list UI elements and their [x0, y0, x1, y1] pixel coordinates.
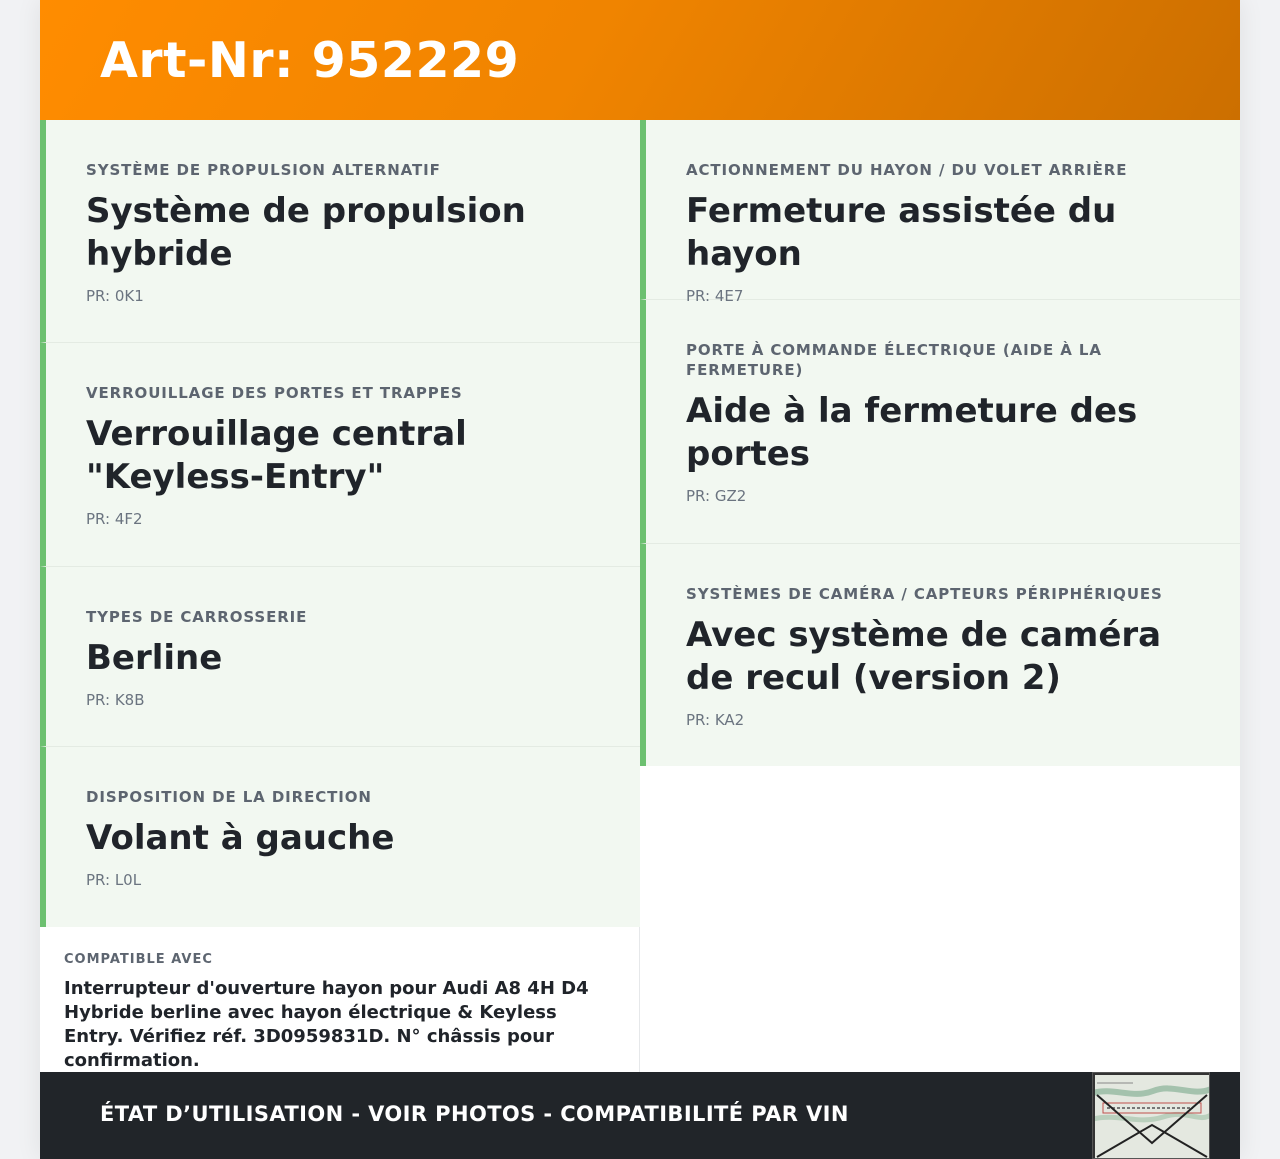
- feature-card-propulsion: [40, 120, 640, 343]
- feature-card-camera: [640, 544, 1240, 766]
- article-number-title: Art-Nr: 952229: [100, 31, 520, 89]
- feature-pr-code: PR: GZ2: [686, 487, 747, 505]
- feature-value: Verrouillage central "Keyless-Entry": [86, 414, 467, 497]
- compatibility-label: COMPATIBLE AVEC: [64, 952, 213, 967]
- header-banner: [40, 0, 1240, 120]
- document-stamp-icon: [1092, 1072, 1210, 1159]
- feature-label: PORTE À COMMANDE ÉLECTRIQUE (AIDE À LA FERMETURE): [686, 341, 1102, 379]
- feature-value: Volant à gauche: [86, 818, 395, 858]
- feature-pr-code: PR: L0L: [86, 871, 142, 889]
- feature-value: Berline: [86, 638, 223, 678]
- feature-label: DISPOSITION DE LA DIRECTION: [86, 788, 372, 806]
- feature-card-body-type: [40, 567, 640, 747]
- feature-card-tailgate: [640, 120, 1240, 305]
- feature-value: Aide à la fermeture des portes: [686, 391, 1138, 474]
- feature-card-locking: [40, 343, 640, 567]
- feature-value: Fermeture assistée du hayon: [686, 191, 1117, 274]
- feature-label: SYSTÈME DE PROPULSION ALTERNATIF: [86, 161, 441, 179]
- left-column: [40, 120, 640, 927]
- right-column: [640, 120, 1240, 766]
- feature-value: Avec système de caméra de recul (version 2): [686, 615, 1162, 698]
- feature-pr-code: PR: 0K1: [86, 287, 144, 305]
- footer-bar: [40, 1072, 1240, 1159]
- document-stamp-graphic: [1093, 1073, 1210, 1159]
- compatibility-text: Interrupteur d'ouverture hayon pour Audi A8 4H D4 Hybride berline avec hayon électrique & Keyless Entry. Vérifiez réf. 3D0959831D. N° châssis pour confirmation.: [64, 978, 589, 1071]
- feature-label: VERROUILLAGE DES PORTES ET TRAPPES: [86, 384, 463, 402]
- feature-pr-code: PR: KA2: [686, 711, 745, 729]
- feature-card-steering: [40, 747, 640, 927]
- feature-pr-code: PR: 4E7: [686, 287, 744, 305]
- feature-label: SYSTÈMES DE CAMÉRA / CAPTEURS PÉRIPHÉRIQUES: [686, 585, 1163, 603]
- feature-label: ACTIONNEMENT DU HAYON / DU VOLET ARRIÈRE: [686, 161, 1128, 179]
- column-divider: [639, 927, 640, 1072]
- feature-card-door-assist: [640, 300, 1240, 544]
- feature-pr-code: PR: K8B: [86, 691, 145, 709]
- product-sheet: [40, 0, 1240, 1159]
- compatibility-section: [40, 927, 640, 1072]
- footer-text: ÉTAT D’UTILISATION - VOIR PHOTOS - COMPATIBILITÉ PAR VIN: [100, 1102, 849, 1126]
- feature-value: Système de propulsion hybride: [86, 191, 526, 274]
- feature-label: TYPES DE CARROSSERIE: [86, 608, 308, 626]
- feature-pr-code: PR: 4F2: [86, 510, 143, 528]
